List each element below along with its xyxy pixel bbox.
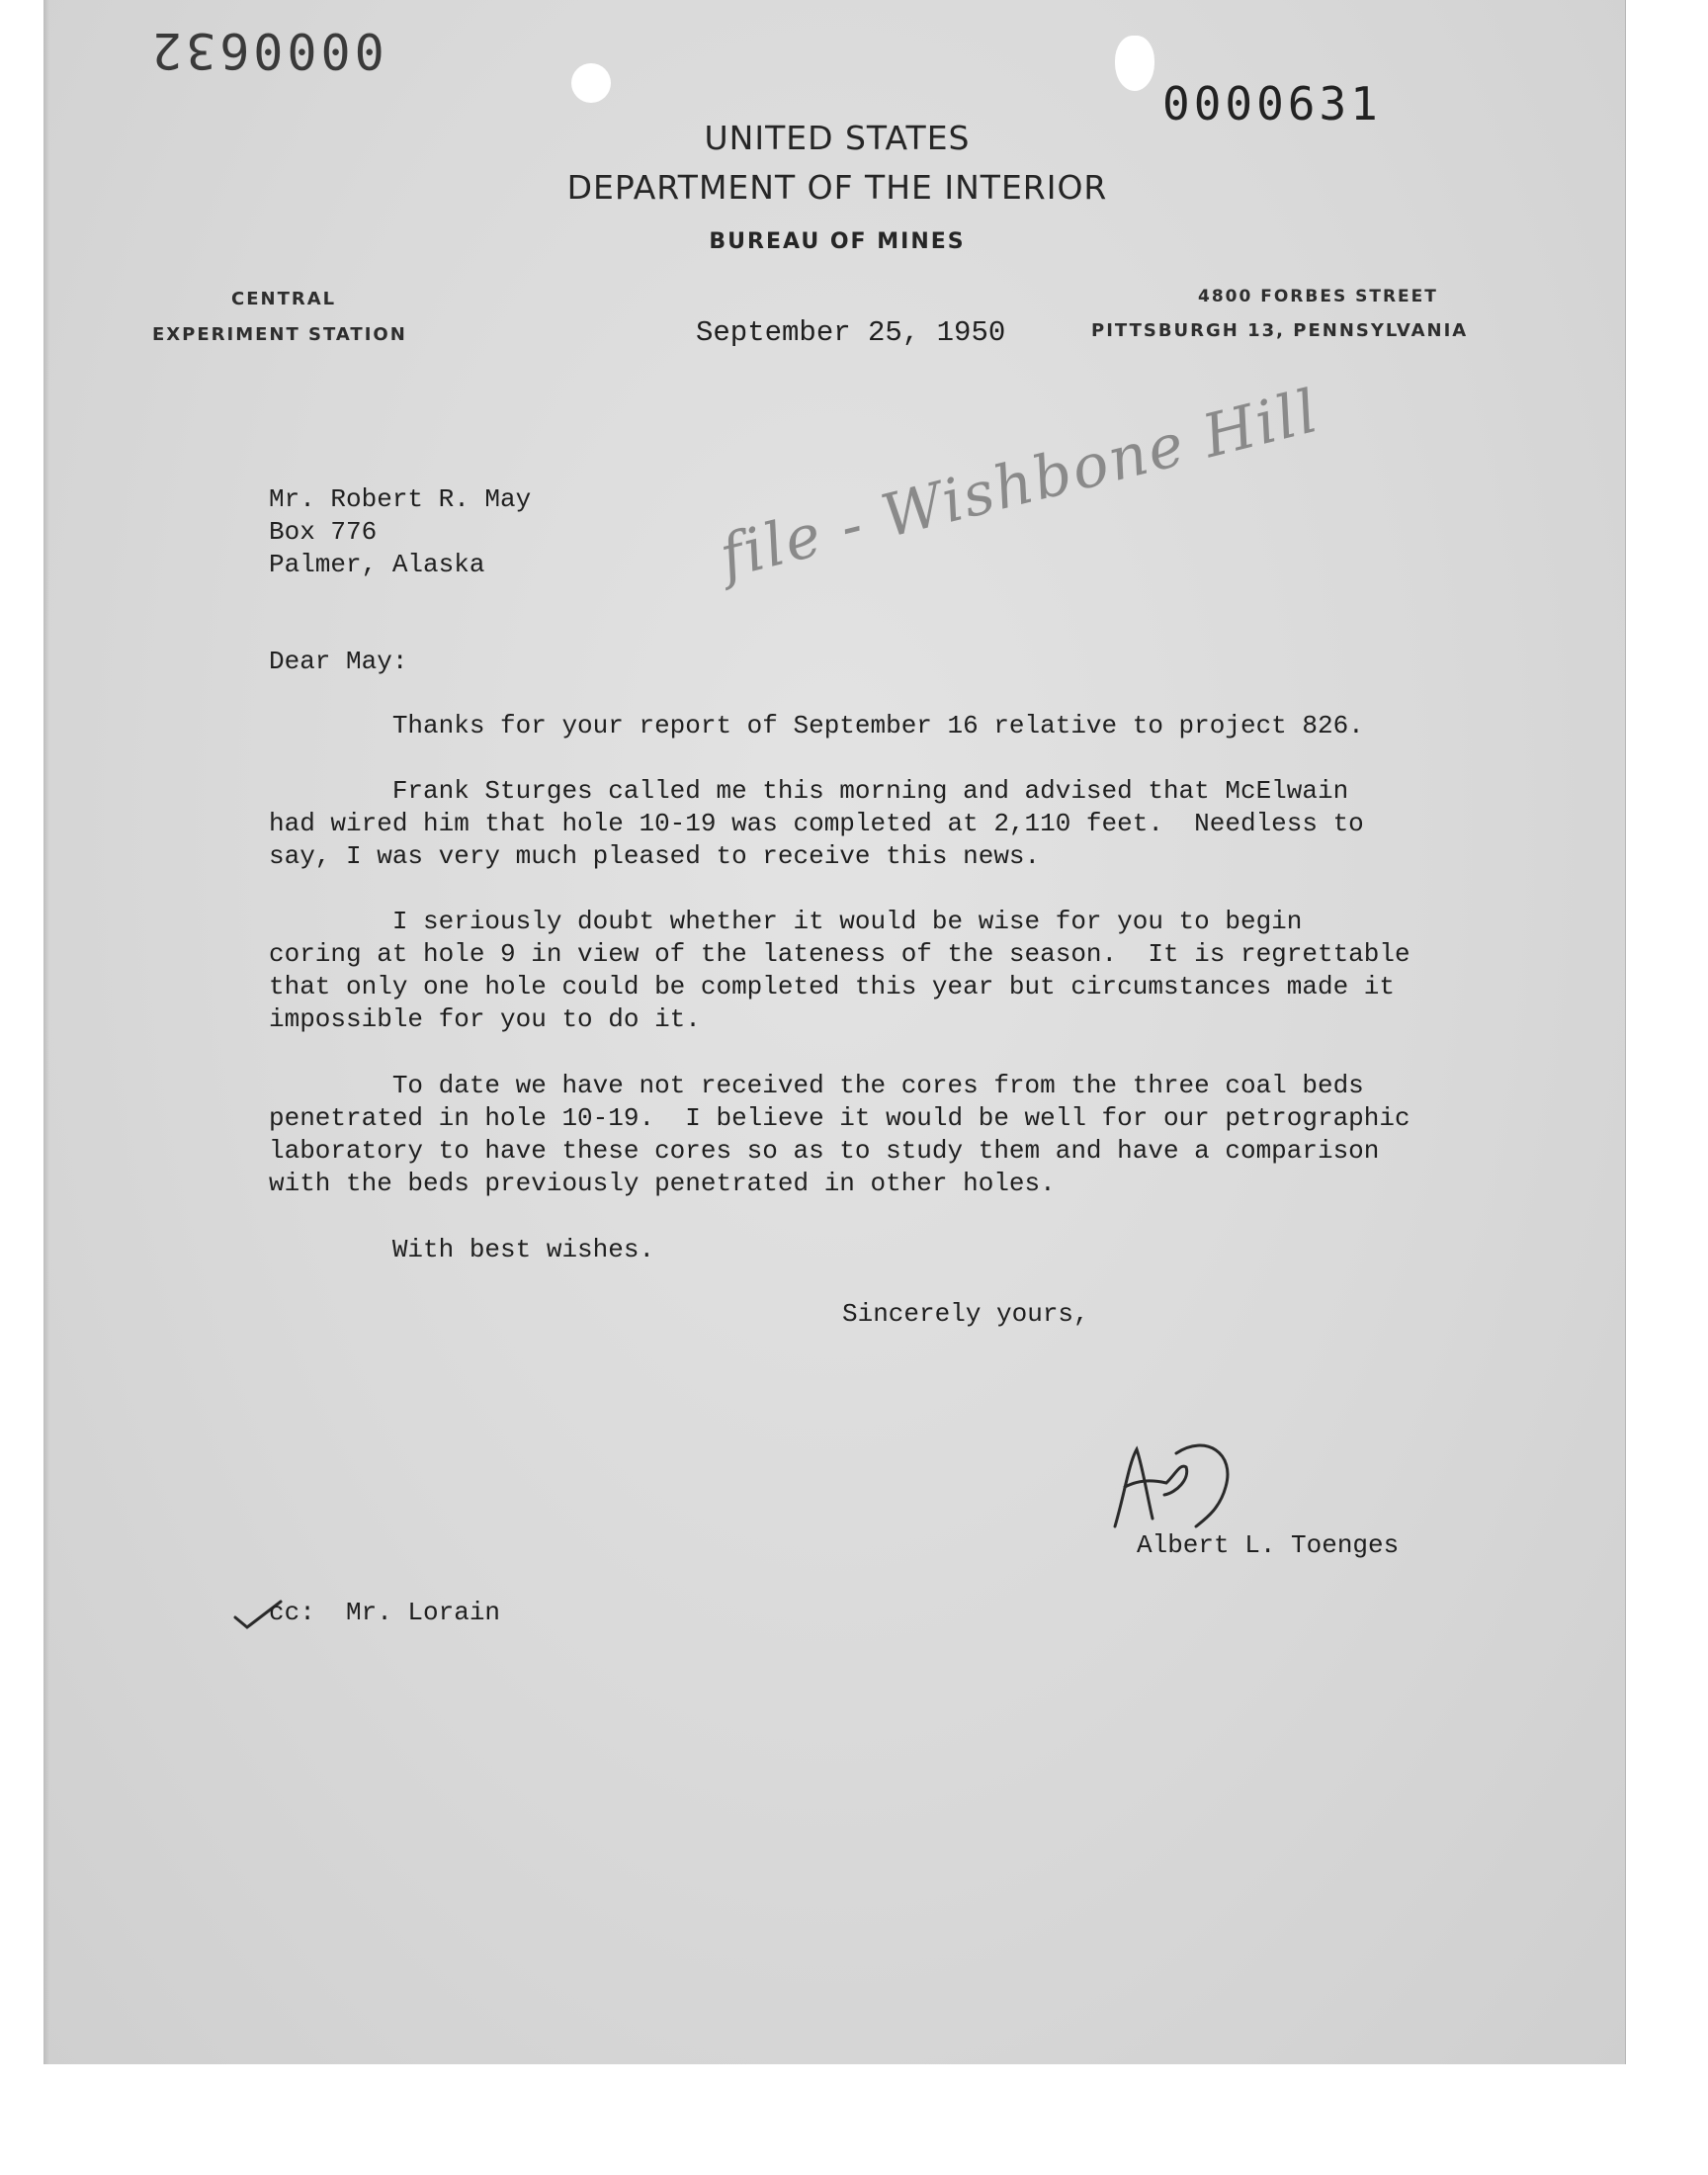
closing: Sincerely yours, [842,1299,1089,1329]
recipient-name: Mr. Robert R. May [269,484,532,514]
body-paragraph-2: Frank Sturges called me this morning and advised that McElwain had wired him that hole 10-19 was completed at 2,110 feet. Needless to say, I was very much pleased to receive this news. [269,776,1364,871]
letterhead-address-line2: PITTSBURGH 13, PENNSYLVANIA [1091,320,1469,341]
letterhead-department: DEPARTMENT OF THE INTERIOR [566,168,1108,207]
document-number-stamp-inverted: 0000632 [148,22,384,79]
letterhead-bureau: BUREAU OF MINES [709,229,966,254]
body-paragraph-1: Thanks for your report of September 16 relative to project 826. [269,711,1364,740]
cc-line: cc: Mr. Lorain [269,1598,501,1627]
body-paragraph-3: I seriously doubt whether it would be wise for you to begin coring at hole 9 in view of the lateness of the season. It is regrettable that only one hole could be completed this year but circumstances made it impossible for you to do it. [269,907,1410,1034]
signature-stroke-1 [1115,1449,1153,1526]
body-paragraph-4: To date we have not received the cores from the three coal beds penetrated in hole 10-19. I believe it would be well for our petrographic laboratory to have these cores so as to study them and have a comparison with the beds previously penetrated in other holes. [269,1071,1410,1198]
sheet-shadow-edge [43,0,49,2064]
signer-name: Albert L. Toenges [1137,1530,1400,1560]
signature-stroke-3 [1176,1445,1228,1526]
punch-hole-left [571,63,611,103]
letterhead-station-line1: CENTRAL [231,289,337,309]
letter-date: September 25, 1950 [696,316,1006,349]
letterhead-station-line2: EXPERIMENT STATION [152,324,407,345]
punch-hole-right [1115,36,1154,91]
letterhead-address-line1: 4800 FORBES STREET [1198,287,1438,306]
recipient-box: Box 776 [269,517,378,547]
letterhead-country: UNITED STATES [704,119,971,157]
salutation: Dear May: [269,647,408,676]
signature-stroke-2 [1125,1466,1187,1495]
signature-mark [1107,1424,1245,1542]
recipient-city: Palmer, Alaska [269,550,485,579]
document-number-stamp: 0000631 [1162,77,1382,130]
handwritten-file-note: file - Wishbone Hill [713,376,1326,592]
body-paragraph-5: With best wishes. [269,1235,655,1264]
